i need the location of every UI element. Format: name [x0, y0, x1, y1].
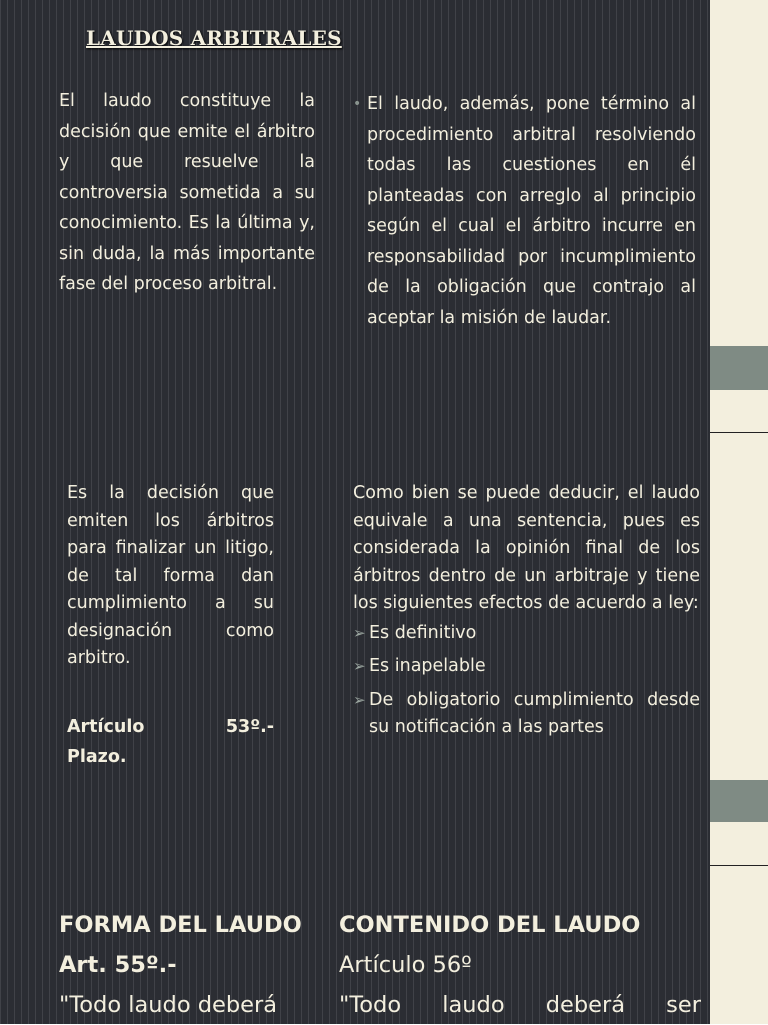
effects-list [353, 620, 700, 742]
article-53-word: Artículo [67, 717, 145, 737]
laudo-decision-paragraph: Es la decisión que emiten los árbitros para finalizar un litigo, de tal forma dan cumplimiento a su designación como arbitro. [67, 483, 274, 668]
side-divider-lower [710, 865, 768, 866]
forma-article: Art. 55º.- [59, 952, 177, 978]
arrow-bullet-icon: ➢ [353, 623, 366, 642]
contenido-article: Artículo 56º [339, 952, 472, 978]
forma-heading: FORMA DEL LAUDO [59, 912, 302, 938]
side-divider-upper [710, 432, 768, 433]
laudo-effect-text: El laudo, además, pone término al procedimiento arbitral resolviendo todas las cuestiones en él planteadas con arreglo al principio según el cual el árbitro incurre en responsabilidad por incumplimiento de la obligación que contrajo al aceptar la misión de laudar. [367, 94, 696, 328]
laudo-effects-intro: Como bien se puede deducir, el laudo equivale a una sentencia, pues es considerada la opinión final de los árbitros dentro de un arbitraje y tiene los siguientes efectos de acuerdo a ley: [353, 483, 700, 613]
list-item: ➢ Es inapelable [353, 653, 700, 681]
article-53-number: 53º.- [225, 717, 274, 737]
arrow-bullet-icon: ➢ [353, 657, 366, 675]
article-53-title: Plazo. [67, 747, 127, 767]
list-item: ➢ Es definitivo [353, 620, 700, 648]
page-title: LAUDOS ARBITRALES [86, 26, 342, 50]
side-margin [710, 0, 768, 1024]
contenido-quote-start: "Todo laudo deberá ser [339, 992, 701, 1018]
contenido-del-laudo-section [339, 905, 701, 1025]
article-53-heading [67, 712, 274, 772]
laudo-effects-section [353, 480, 700, 742]
forma-del-laudo-section [59, 905, 309, 1025]
laudo-definition-paragraph: El laudo constituye la decisión que emite el árbitro y que resuelve la controversia sometida a su conocimiento. Es la última y, sin duda, la más importante fase del proceso arbitral. [59, 91, 315, 294]
side-band-lower [710, 780, 768, 822]
contenido-heading: CONTENIDO DEL LAUDO [339, 912, 641, 938]
list-item: ➢ De obligatorio cumplimiento desde su notificación a las partes [353, 687, 700, 742]
forma-quote-start: "Todo laudo deberá [59, 992, 278, 1018]
laudo-effect-bullet [353, 89, 696, 333]
bullet-icon: • [353, 96, 362, 112]
arrow-bullet-icon: ➢ [353, 690, 366, 709]
side-band-upper [710, 346, 768, 390]
